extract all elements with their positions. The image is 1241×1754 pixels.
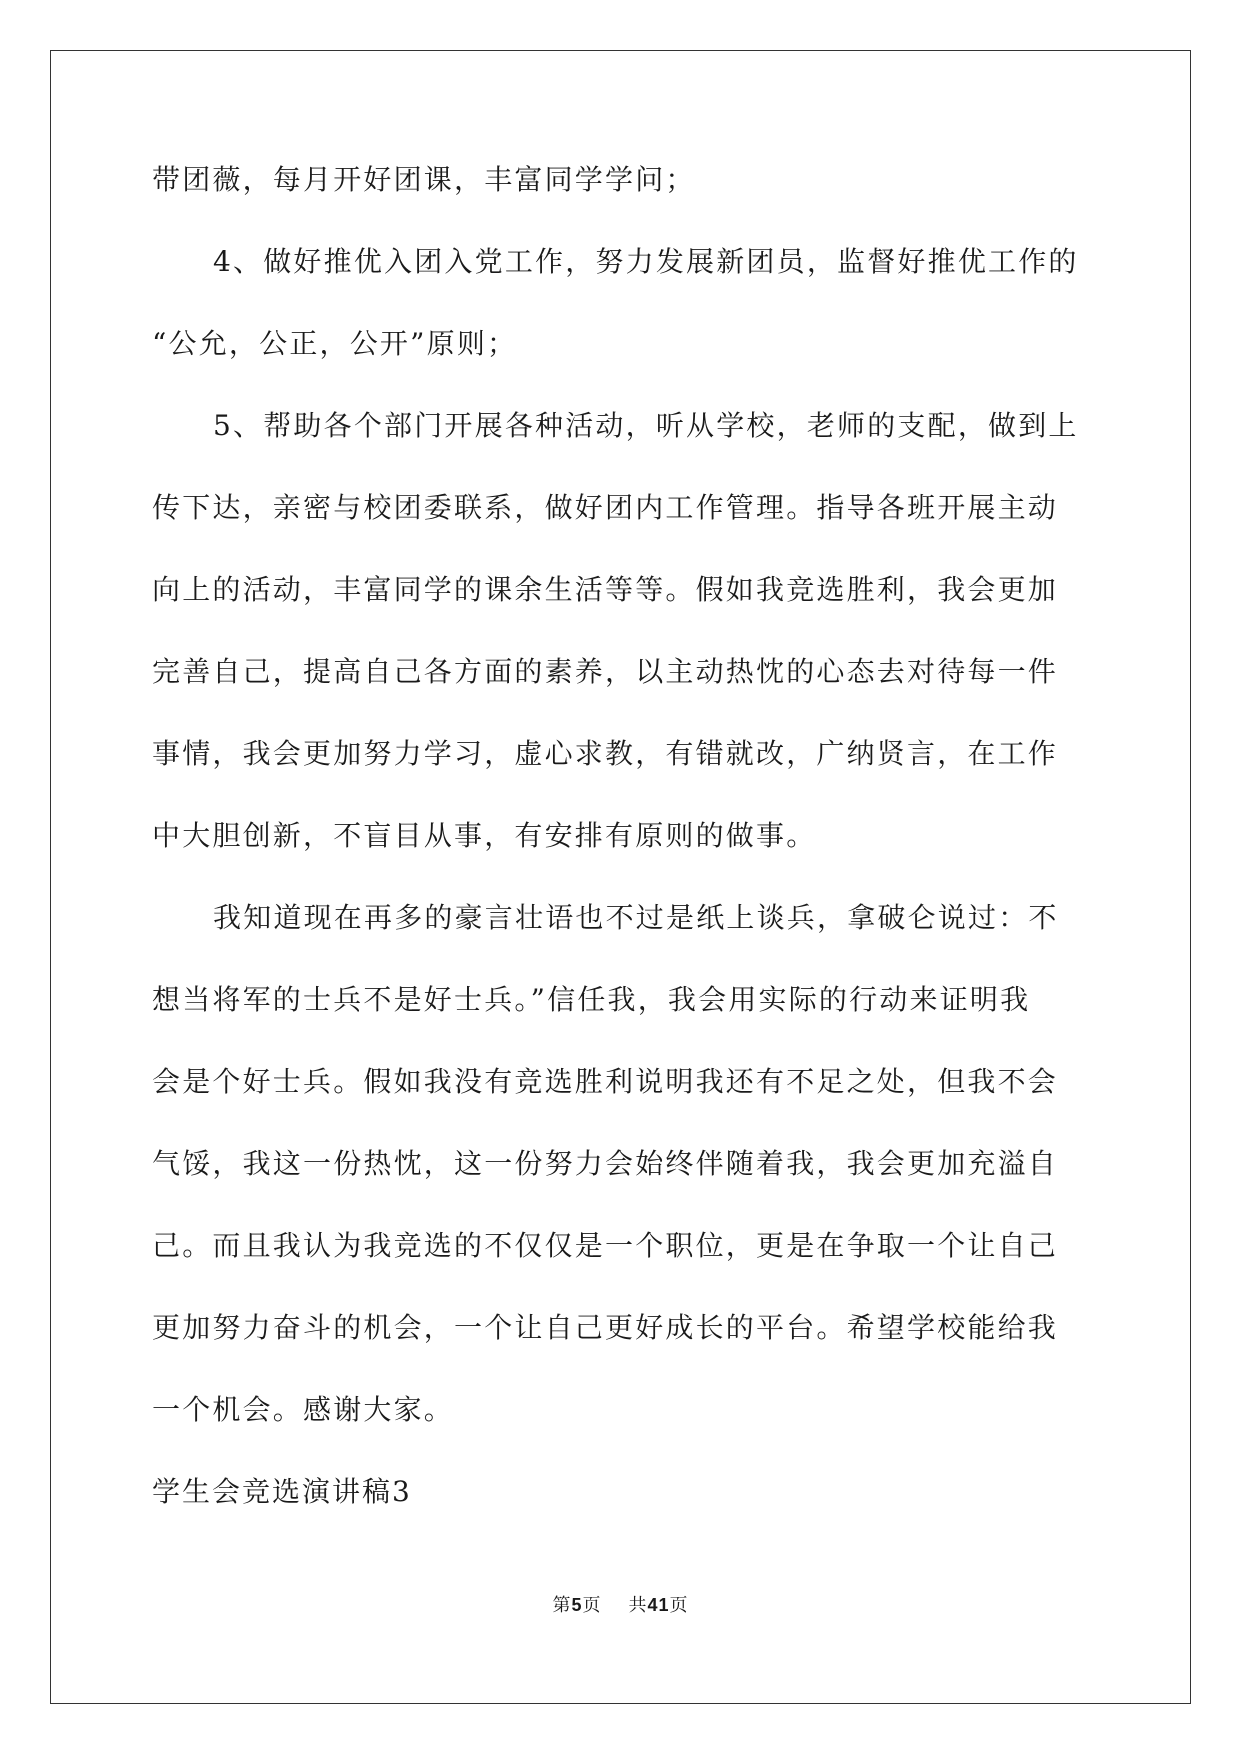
body-line: 完善自己，提高自己各方面的素养，以主动热忱的心态去对待每一件 [152,655,1059,688]
body-line: 更加努力奋斗的机会，一个让自己更好成长的平台。希望学校能给我 [152,1311,1059,1344]
body-line: 一个机会。感谢大家。 [152,1393,455,1426]
total-page-count: 41 [647,1595,670,1615]
body-line: “公允，公正，公开”原则； [152,327,518,360]
document-body [152,162,1092,1510]
body-line: 己。而且我认为我竞选的不仅仅是一个职位，更是在争取一个让自己 [152,1229,1059,1262]
body-line: 想当将军的士兵不是好士兵。”信任我，我会用实际的行动来证明我 [152,983,1031,1016]
body-line: 事情，我会更加努力学习，虚心求教，有错就改，广纳贤言，在工作 [152,737,1059,770]
footer-total-prefix: 共 [628,1595,648,1616]
body-line: 中大胆创新，不盲目从事，有安排有原则的做事。 [152,819,817,852]
body-line: 会是个好士兵。假如我没有竞选胜利说明我还有不足之处，但我不会 [152,1065,1059,1098]
body-line: 气馁，我这一份热忱，这一份努力会始终伴随着我，我会更加充溢自 [152,1147,1059,1180]
footer-prefix: 第 [552,1595,572,1616]
body-line: 向上的活动，丰富同学的课余生活等等。假如我竞选胜利，我会更加 [152,573,1059,606]
body-line: 4、做好推优入团入党工作，努力发展新团员，监督好推优工作的 [213,245,1079,278]
footer-page-suffix: 页 [582,1595,602,1616]
page-footer [0,1593,1241,1618]
body-line: 传下达，亲密与校团委联系，做好团内工作管理。指导各班开展主动 [152,491,1059,524]
body-line: 5、帮助各个部门开展各种活动，听从学校，老师的支配，做到上 [213,409,1079,442]
body-line: 带团薇，每月开好团课，丰富同学学问； [152,163,696,196]
current-page-number: 5 [571,1595,583,1615]
section-heading: 学生会竞选演讲稿3 [152,1475,412,1508]
body-line: 我知道现在再多的豪言壮语也不过是纸上谈兵，拿破仑说过：不 [213,901,1059,934]
footer-total-suffix: 页 [669,1595,689,1616]
